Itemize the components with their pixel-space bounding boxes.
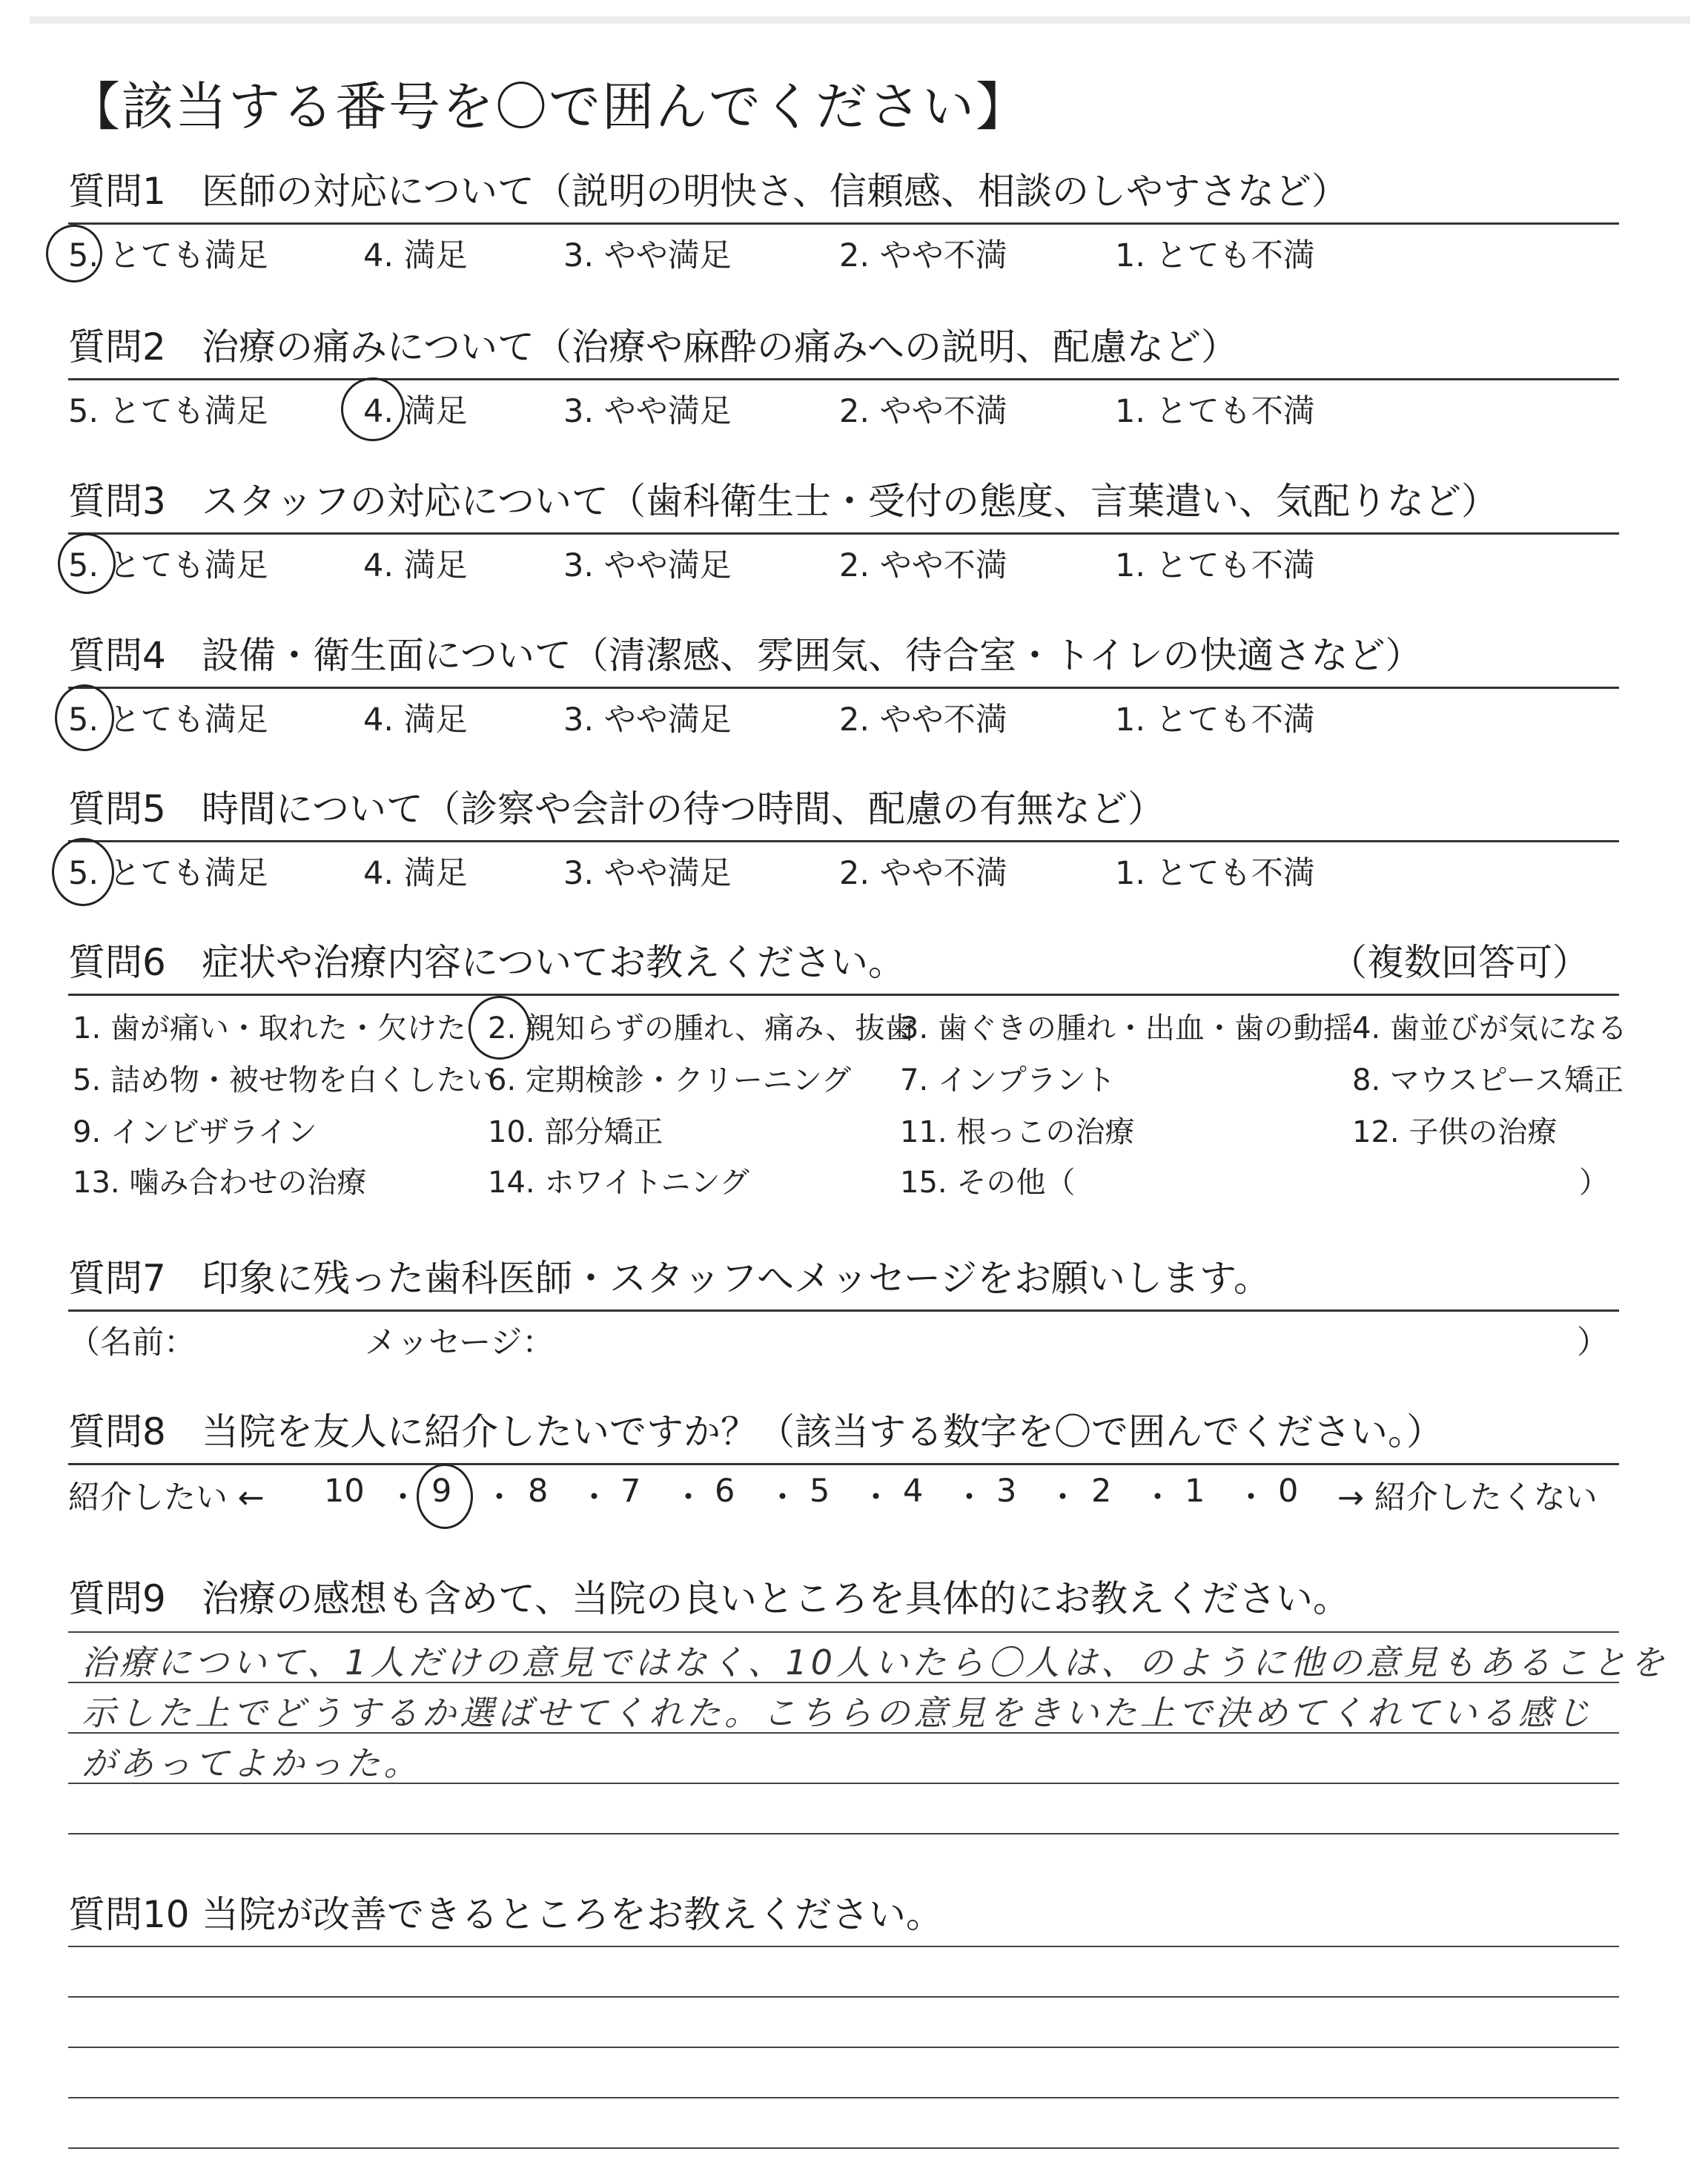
scale-value-3[interactable]: 3 <box>996 1473 1017 1510</box>
rating-options <box>68 689 1619 741</box>
option-2[interactable]: 2. やや不満 <box>839 547 1007 584</box>
other-close-paren: ） <box>1579 1166 1609 1200</box>
question-text: 治療の感想も含めて、当院の良いところを具体的にお教えください。 <box>202 1577 1350 1620</box>
option-1[interactable]: 1. とても不満 <box>1115 237 1315 274</box>
option-5[interactable]: 5. とても満足 <box>68 701 268 739</box>
question-4 <box>68 629 1619 741</box>
symptom-option[interactable]: 8. マウスピース矯正 <box>1352 1063 1624 1097</box>
question-number: 質問3 <box>68 480 166 523</box>
other-option[interactable]: 15. その他（ <box>900 1166 1076 1200</box>
recommend-scale <box>68 1465 1619 1517</box>
answer-line <box>68 2047 1619 2048</box>
hand-drawn-circle <box>341 377 405 441</box>
symptom-option[interactable]: 7. インプラント <box>900 1063 1116 1097</box>
question-number: 質問6 <box>68 941 166 984</box>
multiple-answers-note: （複数回答可） <box>1330 941 1589 984</box>
hand-drawn-circle <box>46 225 102 283</box>
answer-line <box>68 1996 1619 1998</box>
answer-line <box>68 1631 1619 1633</box>
question-2 <box>68 320 1619 432</box>
option-3[interactable]: 3. やや満足 <box>563 237 732 274</box>
option-3[interactable]: 3. やや満足 <box>563 393 732 430</box>
scan-edge <box>30 16 1690 24</box>
question-number: 質問9 <box>68 1577 166 1620</box>
scale-dot: ・ <box>672 1479 704 1516</box>
scale-dot: ・ <box>387 1479 419 1516</box>
handwritten-answer: 治療について、1人だけの意見ではなく、10人いたら〇人は、のように他の意見もあることを <box>82 1642 1669 1682</box>
option-5[interactable]: 5. とても満足 <box>68 393 268 430</box>
symptom-options <box>68 996 1627 1211</box>
question-9 <box>68 1572 1619 1625</box>
option-3[interactable]: 3. やや満足 <box>563 855 732 892</box>
message-close-paren: ） <box>1577 1324 1609 1361</box>
option-1[interactable]: 1. とても不満 <box>1115 855 1315 892</box>
hand-drawn-circle <box>55 684 114 751</box>
scale-value-8[interactable]: 8 <box>528 1473 549 1510</box>
question-text: 治療の痛みについて（治療や麻酔の痛みへの説明、配慮など） <box>202 326 1238 369</box>
option-4[interactable]: 4. 満足 <box>363 547 468 584</box>
option-5[interactable]: 5. とても満足 <box>68 547 268 584</box>
rating-options <box>68 842 1619 894</box>
scale-value-10[interactable]: 10 <box>324 1473 365 1510</box>
question-5 <box>68 782 1619 894</box>
option-4[interactable]: 4. 満足 <box>363 393 468 430</box>
answer-line <box>68 1946 1619 1947</box>
scale-value-5[interactable]: 5 <box>810 1473 830 1510</box>
option-3[interactable]: 3. やや満足 <box>563 547 732 584</box>
symptom-option[interactable]: 5. 詰め物・被せ物を白くしたい <box>73 1063 496 1097</box>
question-number: 質問4 <box>68 634 166 677</box>
handwritten-answer: があってよかった。 <box>82 1743 422 1783</box>
symptom-option[interactable]: 6. 定期検診・クリーニング <box>488 1063 852 1097</box>
scale-value-4[interactable]: 4 <box>903 1473 924 1510</box>
question-10 <box>68 1888 1619 1941</box>
option-5[interactable]: 5. とても満足 <box>68 237 268 274</box>
option-1[interactable]: 1. とても不満 <box>1115 547 1315 584</box>
name-field-label[interactable]: （名前： <box>68 1324 196 1361</box>
question-text: 当院を友人に紹介したいですか？（該当する数字を〇で囲んでください。） <box>202 1410 1443 1453</box>
symptom-option[interactable]: 1. 歯が痛い・取れた・欠けた <box>73 1011 466 1046</box>
option-2[interactable]: 2. やや不満 <box>839 855 1007 892</box>
scale-dot: ・ <box>767 1479 798 1516</box>
scale-dot: ・ <box>1047 1479 1079 1516</box>
question-text: 症状や治療内容についてお教えください。 <box>202 941 905 984</box>
hand-drawn-circle <box>469 996 531 1060</box>
option-4[interactable]: 4. 満足 <box>363 237 468 274</box>
scale-dot: ・ <box>860 1479 892 1516</box>
symptom-option[interactable]: 12. 子供の治療 <box>1352 1115 1558 1149</box>
option-4[interactable]: 4. 満足 <box>363 701 468 739</box>
question-1 <box>68 165 1619 277</box>
option-1[interactable]: 1. とても不満 <box>1115 393 1315 430</box>
scale-left-label: 紹介したい ← <box>68 1479 265 1516</box>
question-text: 印象に残った歯科医師・スタッフへメッセージをお願いします。 <box>202 1257 1271 1300</box>
symptom-option[interactable]: 4. 歯並びが気になる <box>1352 1011 1627 1046</box>
option-2[interactable]: 2. やや不満 <box>839 701 1007 739</box>
message-row <box>68 1312 1619 1364</box>
symptom-option[interactable]: 2. 親知らずの腫れ、痛み、抜歯 <box>488 1011 915 1046</box>
question-number: 質問10 <box>68 1893 190 1936</box>
answer-line <box>68 1833 1619 1834</box>
scale-dot: ・ <box>1142 1479 1174 1516</box>
question-number: 質問8 <box>68 1410 166 1453</box>
symptom-option[interactable]: 13. 噛み合わせの治療 <box>73 1166 367 1200</box>
question-text: 当院が改善できるところをお教えください。 <box>202 1893 943 1936</box>
option-5[interactable]: 5. とても満足 <box>68 855 268 892</box>
rating-options <box>68 225 1619 277</box>
symptom-option[interactable]: 11. 根っこの治療 <box>900 1115 1135 1149</box>
scale-dot: ・ <box>953 1479 985 1516</box>
question-3 <box>68 475 1619 587</box>
answer-line <box>68 2147 1619 2149</box>
question-7 <box>68 1252 1619 1364</box>
question-6 <box>68 936 1627 1211</box>
message-field-label[interactable]: メッセージ： <box>365 1324 555 1361</box>
question-text: 設備・衛生面について（清潔感、雰囲気、待合室・トイレの快適さなど） <box>202 634 1423 677</box>
scale-dot: ・ <box>1235 1479 1267 1516</box>
hand-drawn-circle <box>58 533 116 594</box>
question-text: 医師の対応について（説明の明快さ、信頼感、相談のしやすさなど） <box>202 170 1348 213</box>
answer-line <box>68 2097 1619 2098</box>
scale-value-2[interactable]: 2 <box>1091 1473 1112 1510</box>
option-3[interactable]: 3. やや満足 <box>563 701 732 739</box>
rating-options <box>68 535 1619 587</box>
question-text: スタッフの対応について（歯科衛生士・受付の態度、言葉遣い、気配りなど） <box>202 480 1498 523</box>
scale-value-6[interactable]: 6 <box>715 1473 735 1510</box>
scale-value-7[interactable]: 7 <box>620 1473 641 1510</box>
question-number: 質問2 <box>68 326 166 369</box>
option-1[interactable]: 1. とても不満 <box>1115 701 1315 739</box>
option-2[interactable]: 2. やや不満 <box>839 237 1007 274</box>
symptom-option[interactable]: 10. 部分矯正 <box>488 1115 663 1149</box>
question-number: 質問1 <box>68 170 166 213</box>
question-8 <box>68 1405 1619 1517</box>
hand-drawn-circle <box>417 1464 473 1529</box>
symptom-option[interactable]: 14. ホワイトニング <box>488 1166 749 1200</box>
scale-value-1[interactable]: 1 <box>1185 1473 1205 1510</box>
rating-options <box>68 380 1619 432</box>
handwritten-answer: 示した上でどうするか選ばせてくれた。こちらの意見をきいた上で決めてくれている感じ <box>82 1693 1594 1733</box>
scale-dot: ・ <box>483 1479 515 1516</box>
symptom-option[interactable]: 9. インビザライン <box>73 1115 317 1149</box>
question-text: 時間について（診察や会計の待つ時間、配慮の有無など） <box>202 787 1165 830</box>
scale-value-0[interactable]: 0 <box>1278 1473 1299 1510</box>
option-4[interactable]: 4. 満足 <box>363 855 468 892</box>
scale-right-label: → 紹介したくない <box>1337 1479 1598 1516</box>
scale-value-9[interactable]: 9 <box>431 1473 452 1510</box>
question-number: 質問7 <box>68 1257 166 1300</box>
hand-drawn-circle <box>52 838 114 906</box>
instruction-header: 【該当する番号を〇で囲んでください】 <box>68 76 1029 137</box>
symptom-option[interactable]: 3. 歯ぐきの腫れ・出血・歯の動揺 <box>900 1011 1353 1046</box>
scale-dot: ・ <box>578 1479 610 1516</box>
option-2[interactable]: 2. やや不満 <box>839 393 1007 430</box>
question-number: 質問5 <box>68 787 166 830</box>
